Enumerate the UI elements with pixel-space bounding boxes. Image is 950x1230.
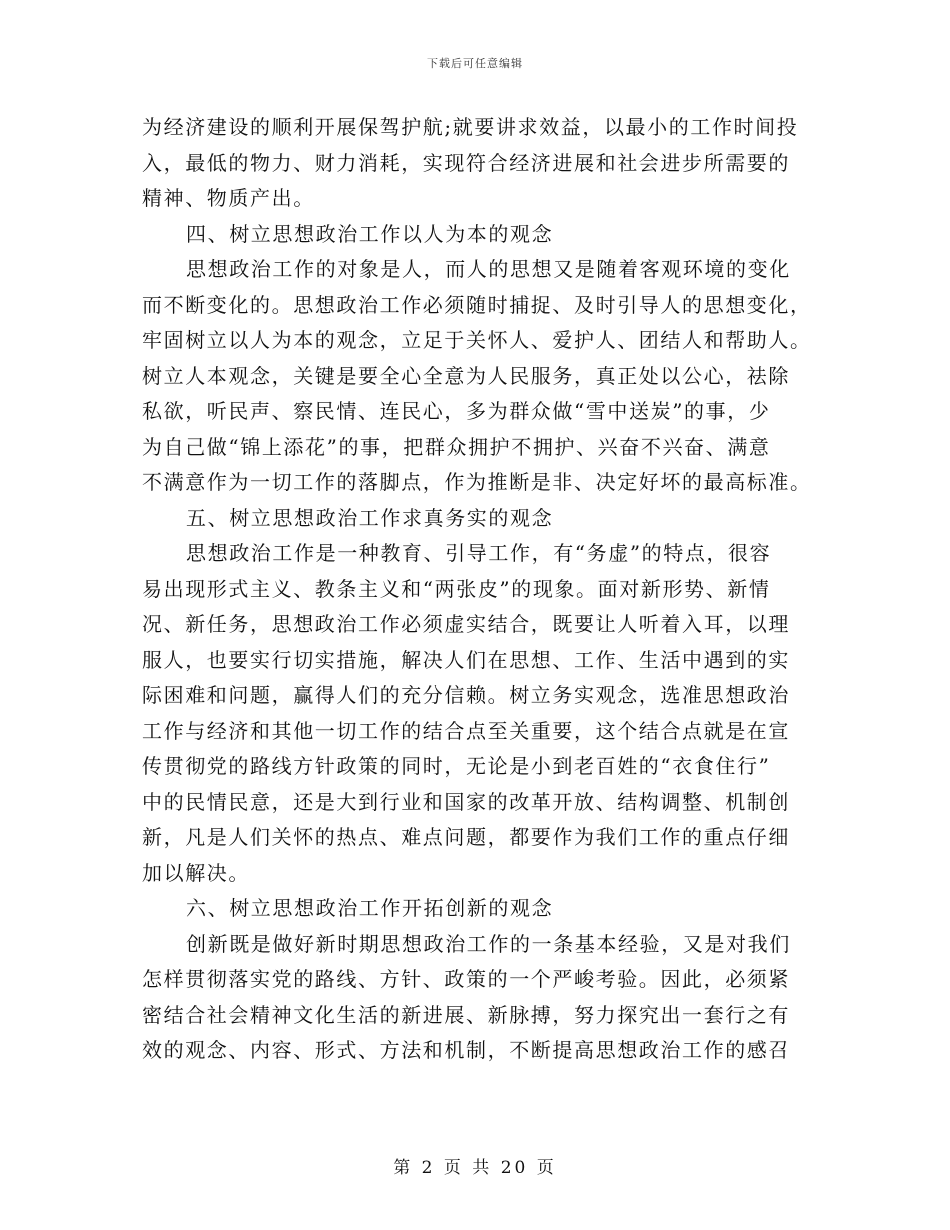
text-line: 服人，也要实行切实措施，解决人们在思想、工作、生活中遇到的实 <box>142 647 790 672</box>
text-line: 入，最低的物力、财力消耗，实现符合经济进展和社会进步所需要的 <box>142 150 790 175</box>
text-line: 不满意作为一切工作的落脚点，作为推断是非、决定好坏的最高标准。 <box>142 470 812 494</box>
text-line: 树立人本观念，关键是要全心全意为人民服务，真正处以公心，祛除 <box>142 363 790 388</box>
page-number-footer: 第 2 页 共 20 页 <box>393 1158 557 1178</box>
text-line: 而不断变化的。思想政治工作必须随时捕捉、及时引导人的思想变化， <box>142 292 812 317</box>
section-heading: 四、树立思想政治工作以人为本的观念 <box>186 221 554 246</box>
text-line: 精神、物质产出。 <box>142 186 315 210</box>
text-line: 创新既是做好新时期思想政治工作的一条基本经验，又是对我们 <box>186 931 791 956</box>
text-line: 为自己做“锦上添花”的事，把群众拥护不拥护、兴奋不兴奋、满意 <box>142 434 771 459</box>
text-line: 密结合社会精神文化生活的新进展、新脉搏，努力探究出一套行之有 <box>142 1002 790 1027</box>
text-line: 怎样贯彻落实党的路线、方针、政策的一个严峻考验。因此，必须紧 <box>142 967 790 991</box>
section-heading: 六、树立思想政治工作开拓创新的观念 <box>186 896 554 920</box>
text-line: 私欲，听民声、察民情、连民心，多为群众做“雪中送炭”的事，少 <box>142 399 771 423</box>
page-header: 下载后可任意编辑 <box>427 57 523 70</box>
text-line: 工作与经济和其他一切工作的结合点至关重要，这个结合点就是在宣 <box>142 718 790 743</box>
text-line: 牢固树立以人为本的观念，立足于关怀人、爱护人、团结人和帮助人。 <box>142 328 812 352</box>
text-line: 为经济建设的顺利开展保驾护航;就要讲求效益，以最小的工作时间投 <box>142 115 799 139</box>
text-line: 传贯彻党的路线方针政策的同时，无论是小到老百姓的“衣食住行” <box>142 754 771 778</box>
text-line: 加以解决。 <box>142 860 250 885</box>
document-body <box>142 110 812 1069</box>
text-line: 思想政治工作的对象是人，而人的思想又是随着客观环境的变化 <box>186 257 791 281</box>
section-heading: 五、树立思想政治工作求真务实的观念 <box>186 505 554 530</box>
text-line: 中的民情民意，还是大到行业和国家的改革开放、结构调整、机制创 <box>142 789 790 814</box>
text-line: 际困难和问题，赢得人们的充分信赖。树立务实观念，选准思想政治 <box>142 683 790 707</box>
text-line: 易出现形式主义、教条主义和“两张皮”的现象。面对新形势、新情 <box>142 576 771 601</box>
text-line: 况、新任务，思想政治工作必须虚实结合，既要让人听着入耳，以理 <box>142 612 790 636</box>
text-line: 效的观念、内容、形式、方法和机制，不断提高思想政治工作的感召 <box>142 1038 790 1062</box>
text-line: 思想政治工作是一种教育、引导工作，有“务虚”的特点，很容 <box>186 541 772 565</box>
text-line: 新，凡是人们关怀的热点、难点问题，都要作为我们工作的重点仔细 <box>142 825 790 849</box>
